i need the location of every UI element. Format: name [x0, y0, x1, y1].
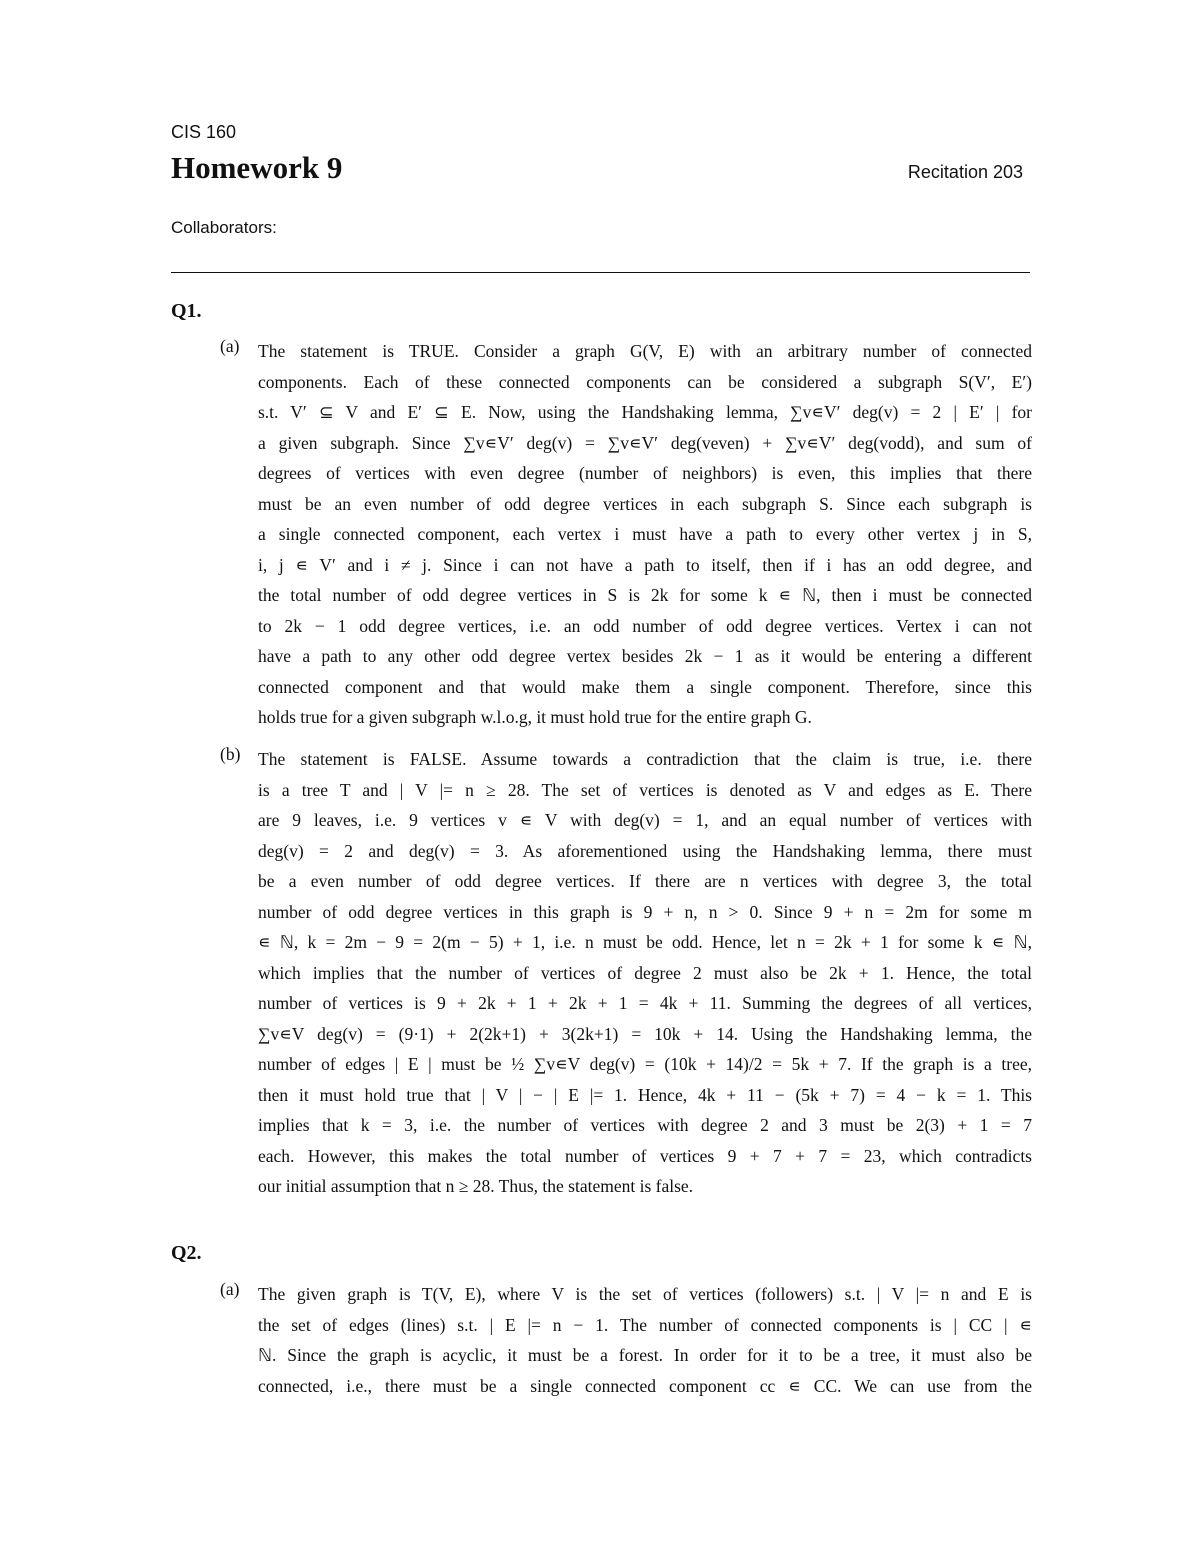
- text-line: ∑v∊V deg(v) = (9·1) + 2(2k+1) + 3(2k+1) = 10k + 14. Using the Handshaking lemma, the: [258, 1023, 1032, 1044]
- text-line: number of edges | E | must be ½ ∑v∊V deg(v) = (10k + 14)/2 = 5k + 7. If the graph is a tree,: [258, 1054, 1032, 1074]
- text-line: degrees of vertices with even degree (number of neighbors) is even, this implies that there: [258, 463, 1032, 483]
- text-line: The given graph is T(V, E), where V is the set of vertices (followers) s.t. | V |= n and E is: [258, 1284, 1032, 1304]
- q1-part-b-label: (b): [220, 744, 241, 764]
- text-line: number of vertices is 9 + 2k + 1 + 2k + 1 = 4k + 11. Summing the degrees of all vertices,: [258, 993, 1032, 1013]
- collaborators-label: Collaborators:: [171, 218, 277, 237]
- text-line: implies that k = 3, i.e. the number of vertices with degree 2 and 3 must be 2(3) + 1 = 7: [258, 1115, 1032, 1135]
- text-line: to 2k − 1 odd degree vertices, i.e. an odd number of odd degree vertices. Vertex i can not: [258, 615, 1032, 636]
- text-line: the total number of odd degree vertices in S is 2k for some k ∊ ℕ, then i must be connected: [258, 585, 1032, 605]
- text-line: connected component and that would make them a single component. Therefore, since this: [258, 676, 1032, 697]
- text-line: which implies that the number of vertices of degree 2 must also be 2k + 1. Hence, the total: [258, 962, 1032, 983]
- text-line: must be an even number of odd degree vertices in each subgraph S. Since each subgraph is: [258, 493, 1032, 514]
- page-title: Homework 9: [171, 150, 343, 185]
- text-line: connected, i.e., there must be a single connected component cc ∊ CC. We can use from the: [258, 1375, 1032, 1396]
- text-line: s.t. V′ ⊆ V and E′ ⊆ E. Now, using the Handshaking lemma, ∑v∊V′ deg(v) = 2 | E′ | for: [258, 402, 1032, 422]
- text-line: a given subgraph. Since ∑v∊V′ deg(v) = ∑v∊V′ deg(veven) + ∑v∊V′ deg(vodd), and sum of: [258, 432, 1032, 453]
- text-line: is a tree T and | V |= n ≥ 28. The set of vertices is denoted as V and edges as E. There: [258, 779, 1032, 800]
- text-line: The statement is TRUE. Consider a graph G(V, E) with an arbitrary number of connected: [258, 341, 1032, 361]
- text-line: be a even number of odd degree vertices. If there are n vertices with degree 3, the total: [258, 871, 1032, 891]
- question-2-heading: Q2.: [171, 1242, 202, 1264]
- recitation-label: Recitation 203: [907, 162, 1023, 182]
- q1-part-b-text: [258, 744, 1032, 1202]
- header-divider: [171, 272, 1030, 273]
- text-line: number of odd degree vertices in this graph is 9 + n, n > 0. Since 9 + n = 2m for some m: [258, 901, 1032, 922]
- question-1-heading: Q1.: [171, 300, 202, 322]
- q2-part-a-text: [258, 1279, 1032, 1401]
- course-code: CIS 160: [171, 122, 237, 142]
- text-line: the set of edges (lines) s.t. | E |= n − 1. The number of connected components is | CC | ∊: [258, 1314, 1032, 1335]
- text-line: holds true for a given subgraph w.l.o.g, it must hold true for the entire graph G.: [258, 707, 812, 727]
- text-line: each. However, this makes the total number of vertices 9 + 7 + 7 = 23, which contradicts: [258, 1145, 1032, 1166]
- text-line: our initial assumption that n ≥ 28. Thus, the statement is false.: [258, 1176, 694, 1196]
- text-line: are 9 leaves, i.e. 9 vertices v ∊ V with deg(v) = 1, and an equal number of vertices with: [258, 810, 1032, 830]
- text-line: a single connected component, each vertex i must have a path to every other vertex j in S,: [258, 524, 1032, 544]
- q1-part-a-label: (a): [220, 336, 240, 356]
- text-line: then it must hold true that | V | − | E |= 1. Hence, 4k + 11 − (5k + 7) = 4 − k = 1. This: [258, 1084, 1032, 1105]
- text-line: deg(v) = 2 and deg(v) = 3. As aforementioned using the Handshaking lemma, there must: [258, 840, 1032, 861]
- text-line: have a path to any other odd degree vertex besides 2k − 1 as it would be entering a different: [258, 646, 1032, 666]
- text-line: components. Each of these connected components can be considered a subgraph S(V′, E′): [258, 371, 1032, 392]
- text-line: The statement is FALSE. Assume towards a contradiction that the claim is true, i.e. there: [258, 749, 1032, 769]
- text-line: i, j ∊ V′ and i ≠ j. Since i can not have a path to itself, then if i has an odd degree, and: [258, 554, 1032, 575]
- q1-part-a-text: [258, 336, 1032, 733]
- text-line: ∊ ℕ, k = 2m − 9 = 2(m − 5) + 1, i.e. n must be odd. Hence, let n = 2k + 1 for some k ∊ ℕ,: [258, 932, 1032, 952]
- text-line: ℕ. Since the graph is acyclic, it must be a forest. In order for it to be a tree, it must also be: [258, 1345, 1032, 1365]
- q2-part-a-label: (a): [220, 1279, 240, 1299]
